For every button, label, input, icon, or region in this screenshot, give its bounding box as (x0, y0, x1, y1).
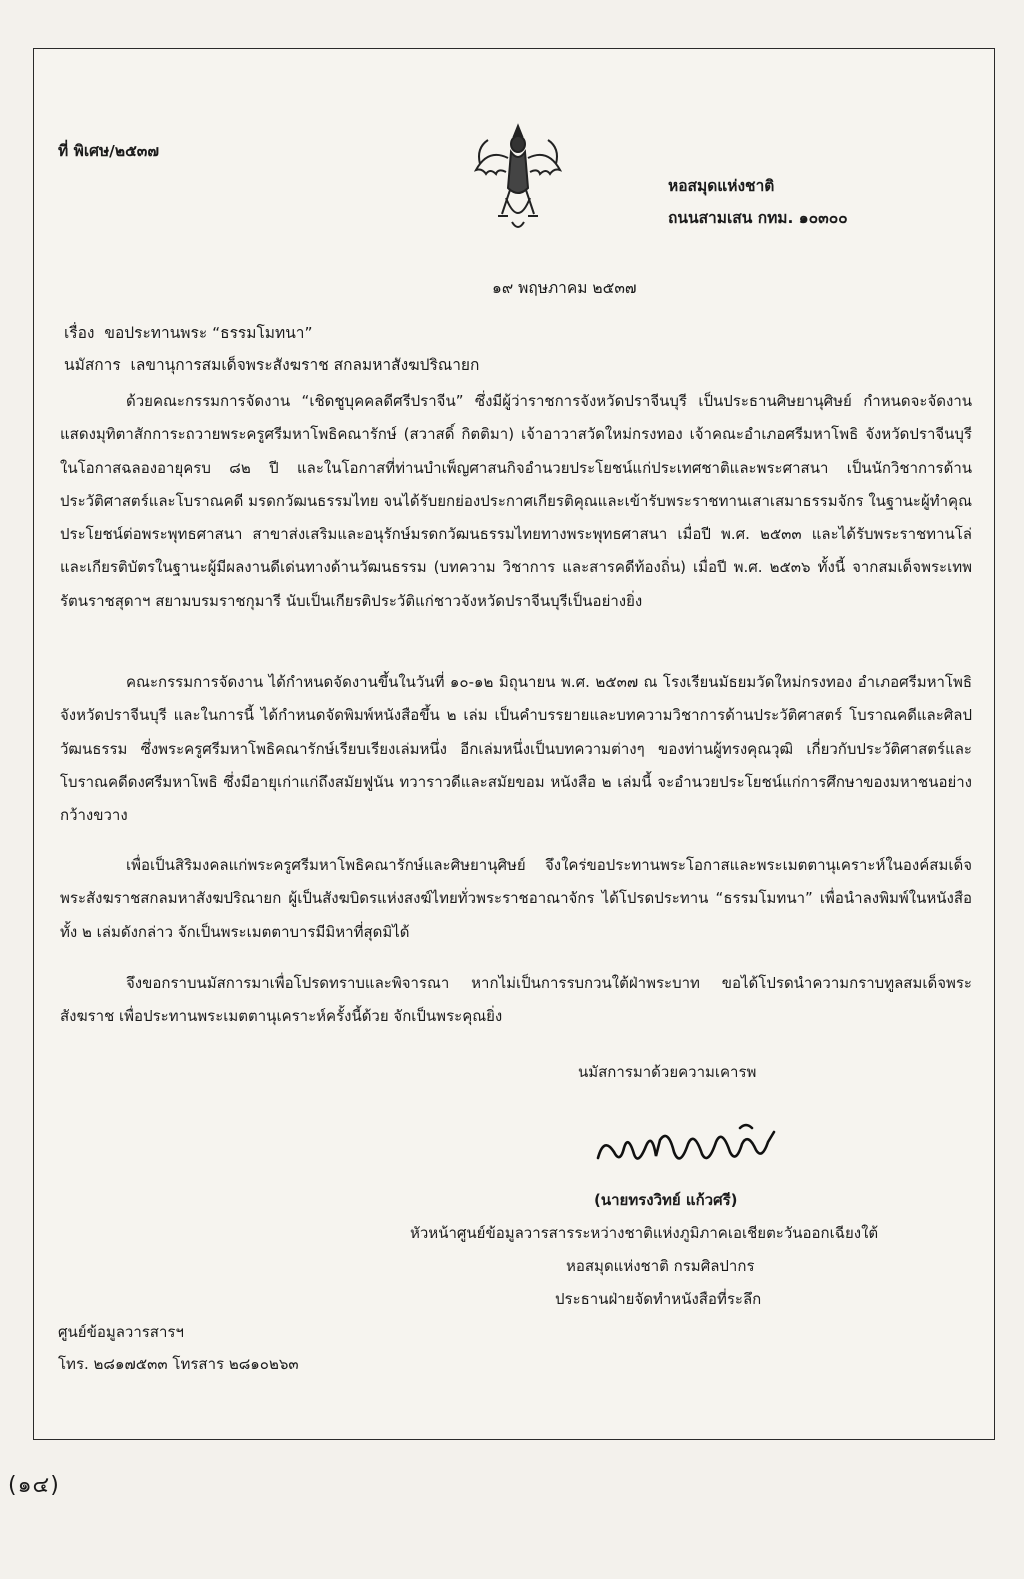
sender-org: หอสมุดแห่งชาติ (668, 177, 775, 195)
paragraph-text: จึงขอกราบนมัสการมาเพื่อโปรดทราบและพิจารณา หากไม่เป็นการรบกวนใต้ฝ่าพระบาท ขอได้โปรดนำความกราบทูลสมเด็จพระสังฆราช เพื่อประทานพระเมตตานุเคราะห์ครั้งนี้ด้วย จักเป็นพระคุณยิ่ง (60, 974, 972, 1026)
signer-position: หัวหน้าศูนย์ข้อมูลวารสารระหว่างชาติแห่งภูมิภาคเอเชียตะวันออกเฉียงใต้ (410, 1224, 879, 1242)
letter-date: ๑๙ พฤษภาคม ๒๕๓๗ (492, 279, 637, 297)
sender-address-block (668, 170, 848, 234)
subject-line (64, 320, 313, 345)
body-paragraph (60, 849, 972, 949)
office-name: ศูนย์ข้อมูลวารสารฯ (58, 1323, 184, 1341)
sender-address: ถนนสามเสน กทม. ๑๐๓๐๐ (668, 209, 848, 227)
salutation-text: เลขานุการสมเด็จพระสังฆราช สกลมหาสังฆปริณายก (130, 356, 480, 374)
body-paragraph (60, 666, 972, 832)
salutation-label: นมัสการ (64, 356, 121, 374)
paragraph-text: คณะกรรมการจัดงาน ได้กำหนดจัดงานขึ้นในวันที่ ๑๐-๑๒ มิถุนายน พ.ศ. ๒๕๓๗ ณ โรงเรียนมัธยมวัดใหม่กรงทอง อำเภอศรีมหาโพธิ จังหวัดปราจีนบุรี และในการนี้ ได้กำหนดจัดพิมพ์หนังสือขึ้น ๒ เล่ม เป็นคำบรรยายและบทความวิชาการด้านประวัติศาสตร์ โบราณคดีและศิลปวัฒนธรรม ซึ่งพระครูศรีมหาโพธิคณารักษ์เรียบเรียงเล่มหนึ่ง อีกเล่มหนึ่งเป็นบทความต่างๆ ของท่านผู้ทรงคุณวุฒิ เกี่ยวกับประวัติศาสตร์และโบราณคดีดงศรีมหาโพธิ ซึ่งมีอายุเก่าแก่ถึงสมัยฟูนัน ทวาราวดีและสมัยขอม หนังสือ ๒ เล่มนี้ จะอำนวยประโยชน์แก่การศึกษาของมหาชนอย่างกว้างขวาง (60, 673, 972, 825)
reference-number: ที่ พิเศษ/๒๕๓๗ (58, 142, 160, 160)
subject-label: เรื่อง (64, 324, 95, 342)
signer-position: ประธานฝ่ายจัดทำหนังสือที่ระลึก (555, 1290, 762, 1308)
signature-icon (590, 1118, 795, 1178)
body-paragraph (60, 385, 972, 618)
paragraph-text: เพื่อเป็นสิริมงคลแก่พระครูศรีมหาโพธิคณารักษ์และศิษยานุศิษย์ จึงใคร่ขอประทานพระโอกาสและพระเมตตานุเคราะห์ในองค์สมเด็จพระสังฆราชสกลมหาสังฆปริณายก ผู้เป็นสังฆบิดรแห่งสงฆ์ไทยทั่วพระราชอาณาจักร ได้โปรดประทาน “ธรรมโมทนา” เพื่อนำลงพิมพ์ในหนังสือทั้ง ๒ เล่มดังกล่าว จักเป็นพระเมตตาบารมีมิหาที่สุดมิได้ (60, 856, 972, 941)
body-paragraph (60, 967, 972, 1034)
page-number: (๑๔) (8, 1473, 60, 1498)
salutation-line (64, 352, 479, 377)
signer-position: หอสมุดแห่งชาติ กรมศิลปากร (566, 1257, 755, 1275)
closing-line: นมัสการมาด้วยความเคารพ (578, 1063, 757, 1081)
subject-text: ขอประทานพระ “ธรรมโมทนา” (104, 324, 313, 342)
signer-name: (นายทรงวิทย์ แก้วศรี) (594, 1191, 738, 1209)
phone-fax: โทร. ๒๘๑๗๕๓๓ โทรสาร ๒๘๑๐๒๖๓ (58, 1355, 299, 1373)
garuda-emblem-icon (468, 118, 568, 236)
paragraph-text: ด้วยคณะกรรมการจัดงาน “เชิดชูบุคคลดีศรีปราจีน” ซึ่งมีผู้ว่าราชการจังหวัดปราจีนบุรี เป็นประธานศิษยานุศิษย์ กำหนดจะจัดงานแสดงมุทิตาสักการะถวายพระครูศรีมหาโพธิคณารักษ์ (สวาสดิ์ กิตติมา) เจ้าอาวาสวัดใหม่กรงทอง เจ้าคณะอำเภอศรีมหาโพธิ จังหวัดปราจีนบุรี ในโอกาสฉลองอายุครบ ๘๒ ปี และในโอกาสที่ท่านบำเพ็ญศาสนกิจอำนวยประโยชน์แก่ประเทศชาติและพระศาสนา เป็นนักวิชาการด้านประวัติศาสตร์และโบราณคดี มรดกวัฒนธรรมไทย จนได้รับยกย่องประกาศเกียรติคุณและเข้ารับพระราชทานเสาเสมาธรรมจักร ในฐานะผู้ทำคุณประโยชน์ต่อพระพุทธศาสนา สาขาส่งเสริมและอนุรักษ์มรดกวัฒนธรรมไทยทางพระพุทธศาสนา เมื่อปี พ.ศ. ๒๕๓๓ และได้รับพระราชทานโล่และเกียรติบัตรในฐานะผู้มีผลงานดีเด่นทางด้านวัฒนธรรม (บทความ วิชาการ และสารคดีท้องถิ่น) เมื่อปี พ.ศ. ๒๕๓๖ ทั้งนี้ จากสมเด็จพระเทพรัตนราชสุดาฯ สยามบรมราชกุมารี นับเป็นเกียรติประวัติแก่ชาวจังหวัดปราจีนบุรีเป็นอย่างยิ่ง (60, 392, 972, 610)
